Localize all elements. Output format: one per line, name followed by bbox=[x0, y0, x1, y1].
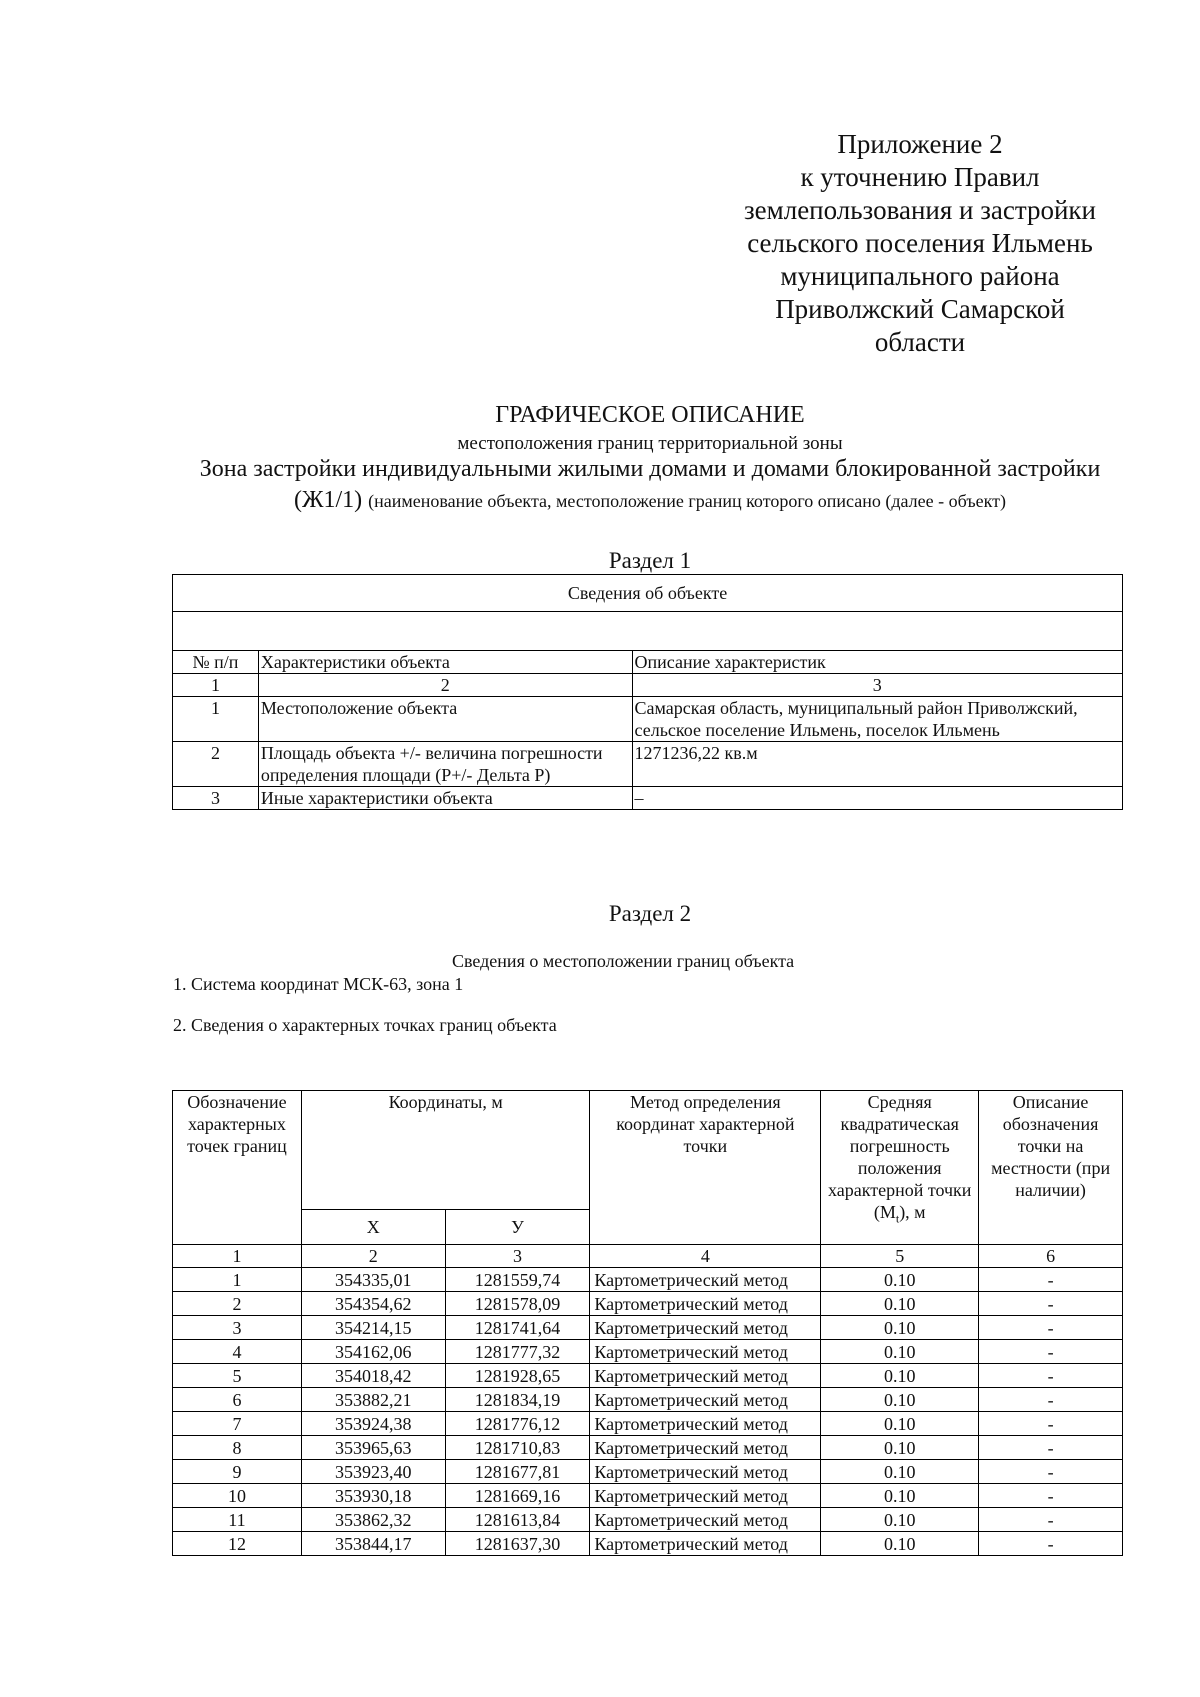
table-row bbox=[173, 1340, 1123, 1364]
header-cell: № п/п bbox=[173, 651, 259, 674]
table-row bbox=[173, 1436, 1123, 1460]
point-x: 354018,42 bbox=[301, 1364, 445, 1388]
appendix-line: землепользования и застройки bbox=[743, 195, 1096, 225]
appendix-line: муниципального района bbox=[780, 261, 1060, 291]
point-method: Картометрический метод bbox=[590, 1484, 821, 1508]
row-number: 1 bbox=[173, 697, 259, 742]
table-row bbox=[173, 1508, 1123, 1532]
point-method: Картометрический метод bbox=[590, 1292, 821, 1316]
table-row bbox=[173, 787, 1123, 810]
point-description: - bbox=[979, 1340, 1123, 1364]
header-y: У bbox=[445, 1210, 590, 1245]
document-subtitle: местоположения границ территориальной зоны bbox=[457, 433, 843, 454]
point-method: Картометрический метод bbox=[590, 1412, 821, 1436]
point-method: Картометрический метод bbox=[590, 1388, 821, 1412]
header-error-sub: t bbox=[895, 1211, 900, 1226]
point-error: 0.10 bbox=[821, 1532, 979, 1556]
point-description: - bbox=[979, 1508, 1123, 1532]
characteristic-name: Площадь объекта +/- величина погрешности определения площади (Р+/- Дельта Р) bbox=[258, 742, 632, 787]
appendix-line: к уточнению Правил bbox=[800, 162, 1040, 192]
point-number: 3 bbox=[173, 1316, 302, 1340]
point-error: 0.10 bbox=[821, 1412, 979, 1436]
table-header-row bbox=[173, 651, 1123, 674]
characteristic-value: Самарская область, муниципальный район Приволжский, сельское поселение Ильмень, поселок Ильмень bbox=[632, 697, 1122, 742]
header-cell: Характеристики объекта bbox=[258, 651, 632, 674]
point-method: Картометрический метод bbox=[590, 1364, 821, 1388]
table-index-row bbox=[173, 674, 1123, 697]
point-description: - bbox=[979, 1388, 1123, 1412]
table-row bbox=[173, 1364, 1123, 1388]
point-y: 1281928,65 bbox=[445, 1364, 590, 1388]
point-x: 353844,17 bbox=[301, 1532, 445, 1556]
point-description: - bbox=[979, 1532, 1123, 1556]
point-y: 1281669,16 bbox=[445, 1484, 590, 1508]
point-error: 0.10 bbox=[821, 1364, 979, 1388]
index-cell: 4 bbox=[590, 1245, 821, 1268]
header-point: Обозначение характерных точек границ bbox=[173, 1091, 302, 1245]
characteristic-value: – bbox=[632, 787, 1122, 810]
boundary-points-table bbox=[172, 1090, 1123, 1556]
point-method: Картометрический метод bbox=[590, 1268, 821, 1292]
point-method: Картометрический метод bbox=[590, 1460, 821, 1484]
zone-name: Зона застройки индивидуальными жилыми домами и домами блокированной застройки bbox=[199, 456, 1101, 482]
point-error: 0.10 bbox=[821, 1436, 979, 1460]
header-description: Описание обозначения точки на местности (при наличии) bbox=[979, 1091, 1123, 1245]
index-cell: 2 bbox=[301, 1245, 445, 1268]
index-row bbox=[173, 1245, 1123, 1268]
point-number: 4 bbox=[173, 1340, 302, 1364]
table-row bbox=[173, 1460, 1123, 1484]
index-cell: 1 bbox=[173, 1245, 302, 1268]
point-error: 0.10 bbox=[821, 1292, 979, 1316]
index-cell: 2 bbox=[258, 674, 632, 697]
section-2-heading: Раздел 2 bbox=[608, 901, 692, 926]
header-cell: Описание характеристик bbox=[632, 651, 1122, 674]
appendix-line: Приложение 2 bbox=[837, 129, 1003, 159]
header-error-unit: ), м bbox=[899, 1202, 926, 1222]
point-y: 1281559,74 bbox=[445, 1268, 590, 1292]
appendix-line: Приволжский Самарской bbox=[775, 294, 1065, 324]
table-title-row bbox=[173, 575, 1123, 612]
point-description: - bbox=[979, 1316, 1123, 1340]
point-x: 353882,21 bbox=[301, 1388, 445, 1412]
points-caption: 2. Сведения о характерных точках границ объекта bbox=[173, 1015, 557, 1035]
point-number: 10 bbox=[173, 1484, 302, 1508]
table-row bbox=[173, 697, 1123, 742]
characteristic-name: Местоположение объекта bbox=[258, 697, 632, 742]
point-description: - bbox=[979, 1292, 1123, 1316]
point-x: 353965,63 bbox=[301, 1436, 445, 1460]
point-x: 354335,01 bbox=[301, 1268, 445, 1292]
point-y: 1281578,09 bbox=[445, 1292, 590, 1316]
point-description: - bbox=[979, 1436, 1123, 1460]
table-row bbox=[173, 1412, 1123, 1436]
point-number: 1 bbox=[173, 1268, 302, 1292]
point-error: 0.10 bbox=[821, 1388, 979, 1412]
section-1-heading: Раздел 1 bbox=[608, 548, 692, 573]
zone-code: (Ж1/1) bbox=[294, 487, 363, 513]
header-x: X bbox=[301, 1210, 445, 1245]
point-y: 1281613,84 bbox=[445, 1508, 590, 1532]
table-row bbox=[173, 742, 1123, 787]
point-description: - bbox=[979, 1364, 1123, 1388]
appendix-line: сельского поселения Ильмень bbox=[747, 228, 1093, 258]
table-row bbox=[173, 1268, 1123, 1292]
empty-cell bbox=[173, 612, 1123, 651]
index-cell: 3 bbox=[445, 1245, 590, 1268]
point-error: 0.10 bbox=[821, 1508, 979, 1532]
point-method: Картометрический метод bbox=[590, 1532, 821, 1556]
table-title: Сведения об объекте bbox=[173, 575, 1123, 612]
index-cell: 6 bbox=[979, 1245, 1123, 1268]
index-cell: 5 bbox=[821, 1245, 979, 1268]
point-number: 9 bbox=[173, 1460, 302, 1484]
point-x: 354214,15 bbox=[301, 1316, 445, 1340]
point-number: 12 bbox=[173, 1532, 302, 1556]
table-row bbox=[173, 1484, 1123, 1508]
document-title: ГРАФИЧЕСКОЕ ОПИСАНИЕ bbox=[495, 402, 805, 428]
point-error: 0.10 bbox=[821, 1340, 979, 1364]
point-y: 1281776,12 bbox=[445, 1412, 590, 1436]
object-info-table bbox=[172, 574, 1123, 810]
point-y: 1281741,64 bbox=[445, 1316, 590, 1340]
table-empty-row bbox=[173, 612, 1123, 651]
index-cell: 1 bbox=[173, 674, 259, 697]
point-method: Картометрический метод bbox=[590, 1316, 821, 1340]
table-row bbox=[173, 1292, 1123, 1316]
header-coords: Координаты, м bbox=[301, 1091, 590, 1210]
point-y: 1281677,81 bbox=[445, 1460, 590, 1484]
points-body bbox=[173, 1268, 1123, 1556]
point-x: 354354,62 bbox=[301, 1292, 445, 1316]
point-error: 0.10 bbox=[821, 1460, 979, 1484]
zone-code-line bbox=[0, 487, 1200, 514]
point-description: - bbox=[979, 1460, 1123, 1484]
point-number: 2 bbox=[173, 1292, 302, 1316]
point-method: Картометрический метод bbox=[590, 1508, 821, 1532]
point-number: 7 bbox=[173, 1412, 302, 1436]
characteristic-name: Иные характеристики объекта bbox=[258, 787, 632, 810]
header-error-text: Средняя квадратическая погрешность положения характерной точки (М bbox=[827, 1092, 972, 1222]
coordinate-system: 1. Система координат МСК-63, зона 1 bbox=[173, 974, 464, 994]
point-error: 0.10 bbox=[821, 1484, 979, 1508]
index-cell: 3 bbox=[632, 674, 1122, 697]
row-number: 3 bbox=[173, 787, 259, 810]
point-y: 1281710,83 bbox=[445, 1436, 590, 1460]
point-y: 1281777,32 bbox=[445, 1340, 590, 1364]
point-method: Картометрический метод bbox=[590, 1340, 821, 1364]
section-2-subtitle: Сведения о местоположении границ объекта bbox=[452, 951, 795, 971]
characteristic-value: 1271236,22 кв.м bbox=[632, 742, 1122, 787]
point-number: 5 bbox=[173, 1364, 302, 1388]
object-note: (наименование объекта, местоположение границ которого описано (далее - объект) bbox=[368, 491, 1006, 511]
header-error bbox=[821, 1091, 979, 1245]
point-error: 0.10 bbox=[821, 1316, 979, 1340]
header-row bbox=[173, 1091, 1123, 1210]
table-row bbox=[173, 1316, 1123, 1340]
point-method: Картометрический метод bbox=[590, 1436, 821, 1460]
point-number: 11 bbox=[173, 1508, 302, 1532]
point-description: - bbox=[979, 1412, 1123, 1436]
point-description: - bbox=[979, 1484, 1123, 1508]
appendix-caption bbox=[720, 128, 1120, 359]
point-description: - bbox=[979, 1268, 1123, 1292]
appendix-line: области bbox=[874, 327, 966, 357]
point-y: 1281834,19 bbox=[445, 1388, 590, 1412]
header-method: Метод определения координат характерной точки bbox=[590, 1091, 821, 1245]
table-row bbox=[173, 1532, 1123, 1556]
point-x: 353924,38 bbox=[301, 1412, 445, 1436]
point-x: 353923,40 bbox=[301, 1460, 445, 1484]
point-number: 8 bbox=[173, 1436, 302, 1460]
point-error: 0.10 bbox=[821, 1268, 979, 1292]
point-x: 353862,32 bbox=[301, 1508, 445, 1532]
point-x: 354162,06 bbox=[301, 1340, 445, 1364]
point-x: 353930,18 bbox=[301, 1484, 445, 1508]
row-number: 2 bbox=[173, 742, 259, 787]
table-row bbox=[173, 1388, 1123, 1412]
point-y: 1281637,30 bbox=[445, 1532, 590, 1556]
point-number: 6 bbox=[173, 1388, 302, 1412]
